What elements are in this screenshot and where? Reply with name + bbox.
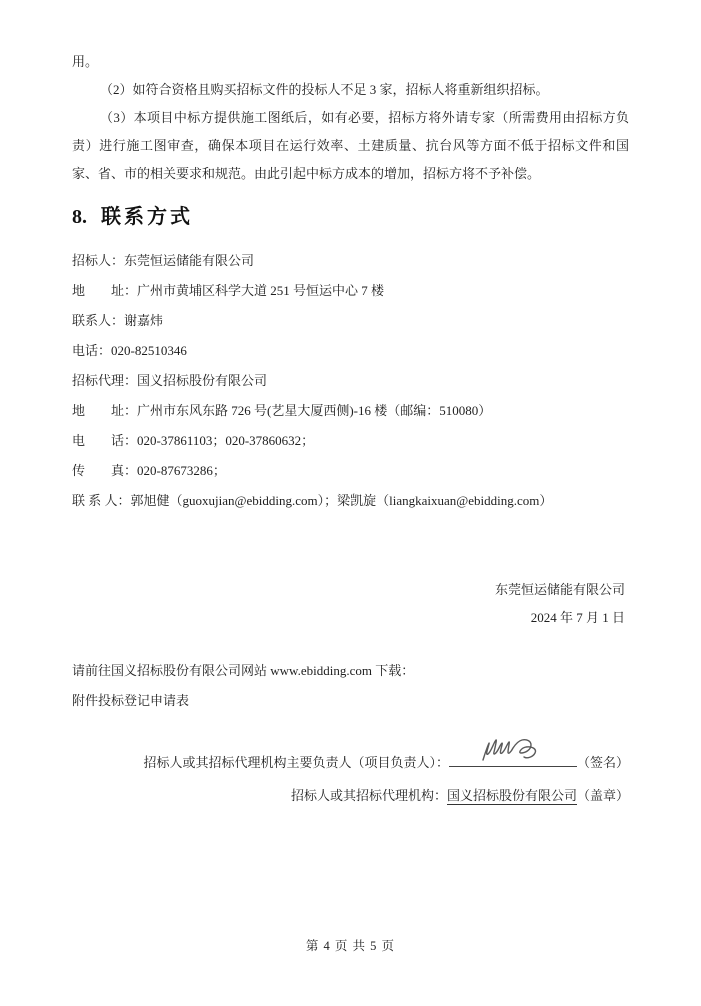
bidder-contact-person-line: 联系人：谢嘉炜 [72, 313, 164, 328]
agency-fax-line: 传 真：020-87673286； [72, 463, 226, 478]
download-note-block [72, 656, 629, 716]
agency-phone-line: 电 话：020-37861103；020-37860632； [72, 433, 315, 448]
page-number-footer: 第 4 页 共 5 页 [305, 939, 396, 953]
section-heading [72, 202, 629, 232]
attachment-title: 附件投标登记申请表 [72, 693, 190, 708]
agency-name-line: 招标代理：国义招标股份有限公司 [72, 373, 268, 388]
signoff-company: 东莞恒运储能有限公司 [494, 582, 625, 597]
section-number: 8. [72, 206, 87, 228]
download-note-line: 请前往国义招标股份有限公司网站 www.ebidding.com 下载： [72, 663, 415, 678]
agency-contact-person-line: 联 系 人：郭旭健（guoxujian@ebidding.com）；梁凯旋（liangkaixuan@ebidding.com） [72, 493, 553, 508]
bidder-name-line: 招标人：东莞恒运储能有限公司 [72, 253, 255, 268]
stamp-line-label: 招标人或其招标代理机构： [290, 788, 447, 803]
signature-line [72, 748, 629, 778]
paragraph-tail: 用。 [72, 54, 99, 69]
stamp-company-name: 国义招标股份有限公司 [446, 788, 577, 803]
contact-info-block [72, 246, 629, 516]
signoff-date: 2024 年 7 月 1 日 [530, 610, 625, 625]
agency-address-line: 地 址：广州市东风东路 726 号(艺星大厦西侧)-16 楼（邮编：510080） [72, 403, 492, 418]
signature-blank-line [449, 752, 577, 767]
bidder-address-line: 地 址：广州市黄埔区科学大道 251 号恒运中心 7 楼 [72, 283, 385, 298]
handwritten-signature-scribble [477, 732, 549, 766]
stamp-line [72, 781, 629, 811]
stamp-line-suffix: （盖章） [576, 788, 629, 803]
signature-line-label: 招标人或其招标代理机构主要负责人（项目负责人）： [143, 755, 449, 770]
signature-line-suffix: （签名） [576, 755, 629, 770]
signoff-block [72, 576, 629, 632]
paragraph-item-2: （2）如符合资格且购买招标文件的投标人不足 3 家，招标人将重新组织招标。 [99, 82, 549, 97]
bidder-phone-line: 电话：020-82510346 [72, 343, 187, 358]
paragraph-item-3: （3）本项目中标方提供施工图纸后，如有必要，招标方将外请专家（所需费用由招标方负责）进行施工图审查，确保本项目在运行效率、土建质量、抗台风等方面不低于招标文件和国家、省、市的相关要求和规范。由此引起中标方成本的增加，招标方将不予补偿。 [72, 110, 629, 181]
section-title: 联系方式 [101, 206, 193, 228]
signature-block [72, 748, 629, 811]
